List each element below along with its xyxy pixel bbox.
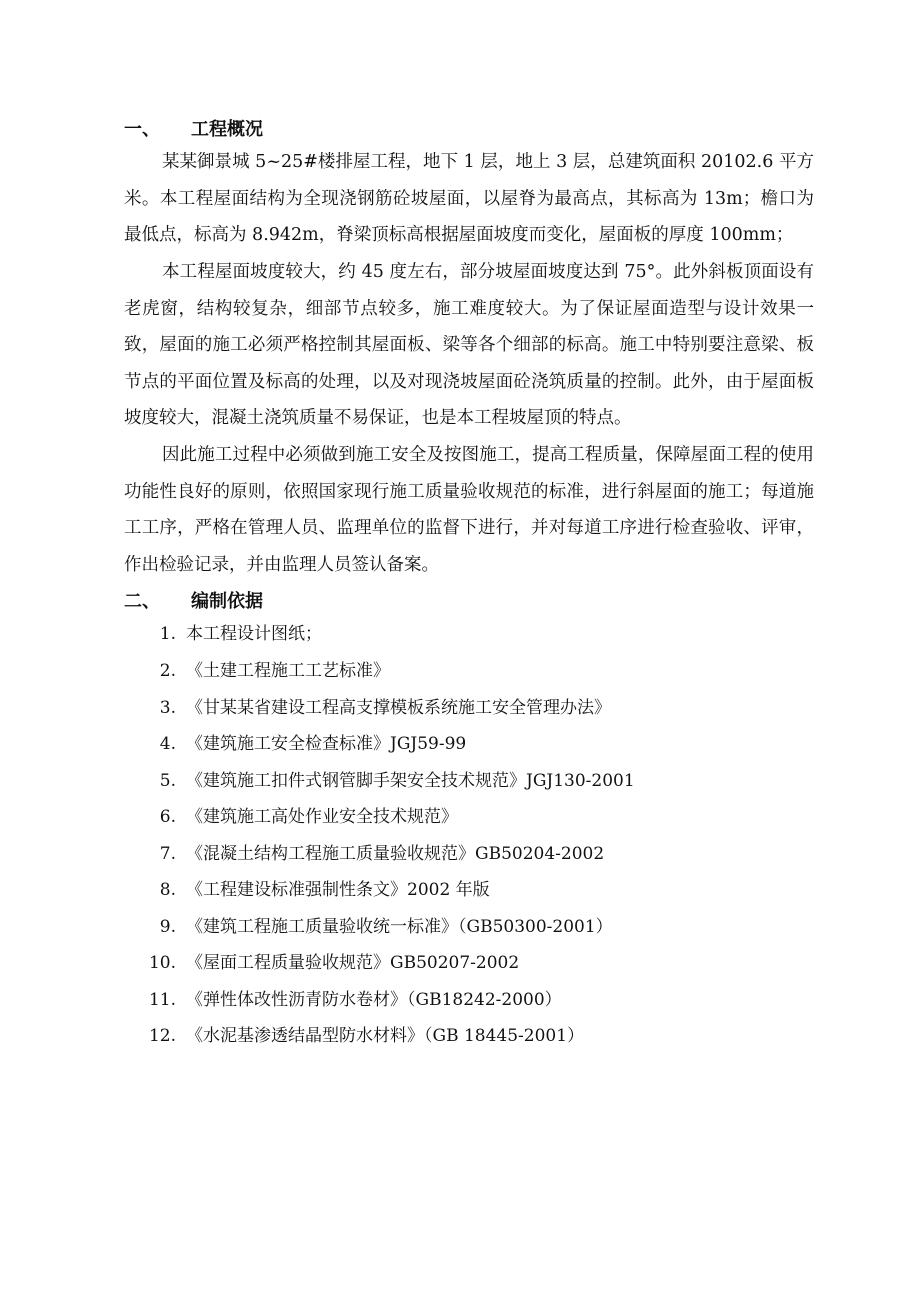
list-item-number: 10. — [148, 953, 176, 973]
list-item-number: 12. — [148, 1026, 176, 1046]
overview-paragraph: 本工程屋面坡度较大，约 45 度左右，部分坡屋面坡度达到 75°。此外斜板顶面设有老虎窗，结构较复杂，细部节点较多，施工难度较大。为了保证屋面造型与设计效果一致，屋面的施工必须严格控制其屋面板、梁等各个细部的标高。施工中特别要注意梁、板节点的平面位置及标高的处理，以及对现浇坡屋面砼浇筑质量的控制。此外，由于屋面板坡度较大，混凝土浇筑质量不易保证，也是本工程坡屋顶的特点。 — [124, 262, 814, 428]
section-heading-overview — [124, 118, 263, 142]
list-item-text: 《混凝土结构工程施工质量验收规范》GB50204-2002 — [186, 844, 605, 864]
overview-paragraph: 某某御景城 5~25#楼排屋工程，地下 1 层，地上 3 层，总建筑面积 20102.6 平方米。本工程屋面结构为全现浇钢筋砼坡屋面，以屋脊为最高点，其标高为 13m；檐口为最低点，标高为 8.942m，脊梁顶标高根据屋面坡度而变化，屋面板的厚度 100mm； — [124, 152, 814, 245]
section-number: 一、 — [124, 119, 160, 140]
section-title: 工程概况 — [191, 119, 263, 140]
list-item-number: 9. — [159, 917, 176, 937]
section-title: 编制依据 — [191, 591, 263, 612]
list-item-text: 《弹性体改性沥青防水卷材》（GB18242-2000） — [186, 990, 562, 1010]
list-item-text: 《建筑工程施工质量验收统一标准》（GB50300-2001） — [186, 917, 613, 937]
list-item-text: 《建筑施工高处作业安全技术规范》 — [186, 807, 458, 827]
list-item-text: 《屋面工程质量验收规范》GB50207-2002 — [186, 953, 520, 973]
list-item-number: 5. — [159, 771, 176, 791]
list-item-text: 《土建工程施工工艺标准》 — [186, 661, 390, 681]
list-item-number: 3. — [159, 698, 176, 718]
list-item-text: 《建筑施工扣件式钢管脚手架安全技术规范》JGJ130-2001 — [186, 771, 635, 791]
section-heading-basis — [124, 590, 263, 614]
list-item-text: 《甘某某省建设工程高支撑模板系统施工安全管理办法》 — [186, 698, 611, 718]
section-number: 二、 — [124, 591, 160, 612]
list-item-number: 2. — [159, 661, 176, 681]
list-item-number: 1. — [159, 624, 176, 644]
list-item-text: 《建筑施工安全检查标准》JGJ59-99 — [186, 734, 467, 754]
overview-paragraph: 因此施工过程中必须做到施工安全及按图施工，提高工程质量，保障屋面工程的使用功能性良好的原则，依照国家现行施工质量验收规范的标准，进行斜屋面的施工；每道施工工序，严格在管理人员、监理单位的监督下进行，并对每道工序进行检查验收、评审，作出检验记录，并由监理人员签认备案。 — [124, 445, 814, 575]
list-item-number: 8. — [159, 880, 176, 900]
list-item-number: 7. — [159, 844, 176, 864]
list-item-number: 4. — [159, 734, 176, 754]
list-item-number: 11. — [148, 990, 176, 1010]
list-item-text: 本工程设计图纸； — [186, 624, 322, 644]
list-item-text: 《水泥基渗透结晶型防水材料》（GB 18445-2001） — [186, 1026, 585, 1046]
list-item-text: 《工程建设标准强制性条文》2002 年版 — [186, 880, 490, 900]
list-item-number: 6. — [159, 807, 176, 827]
